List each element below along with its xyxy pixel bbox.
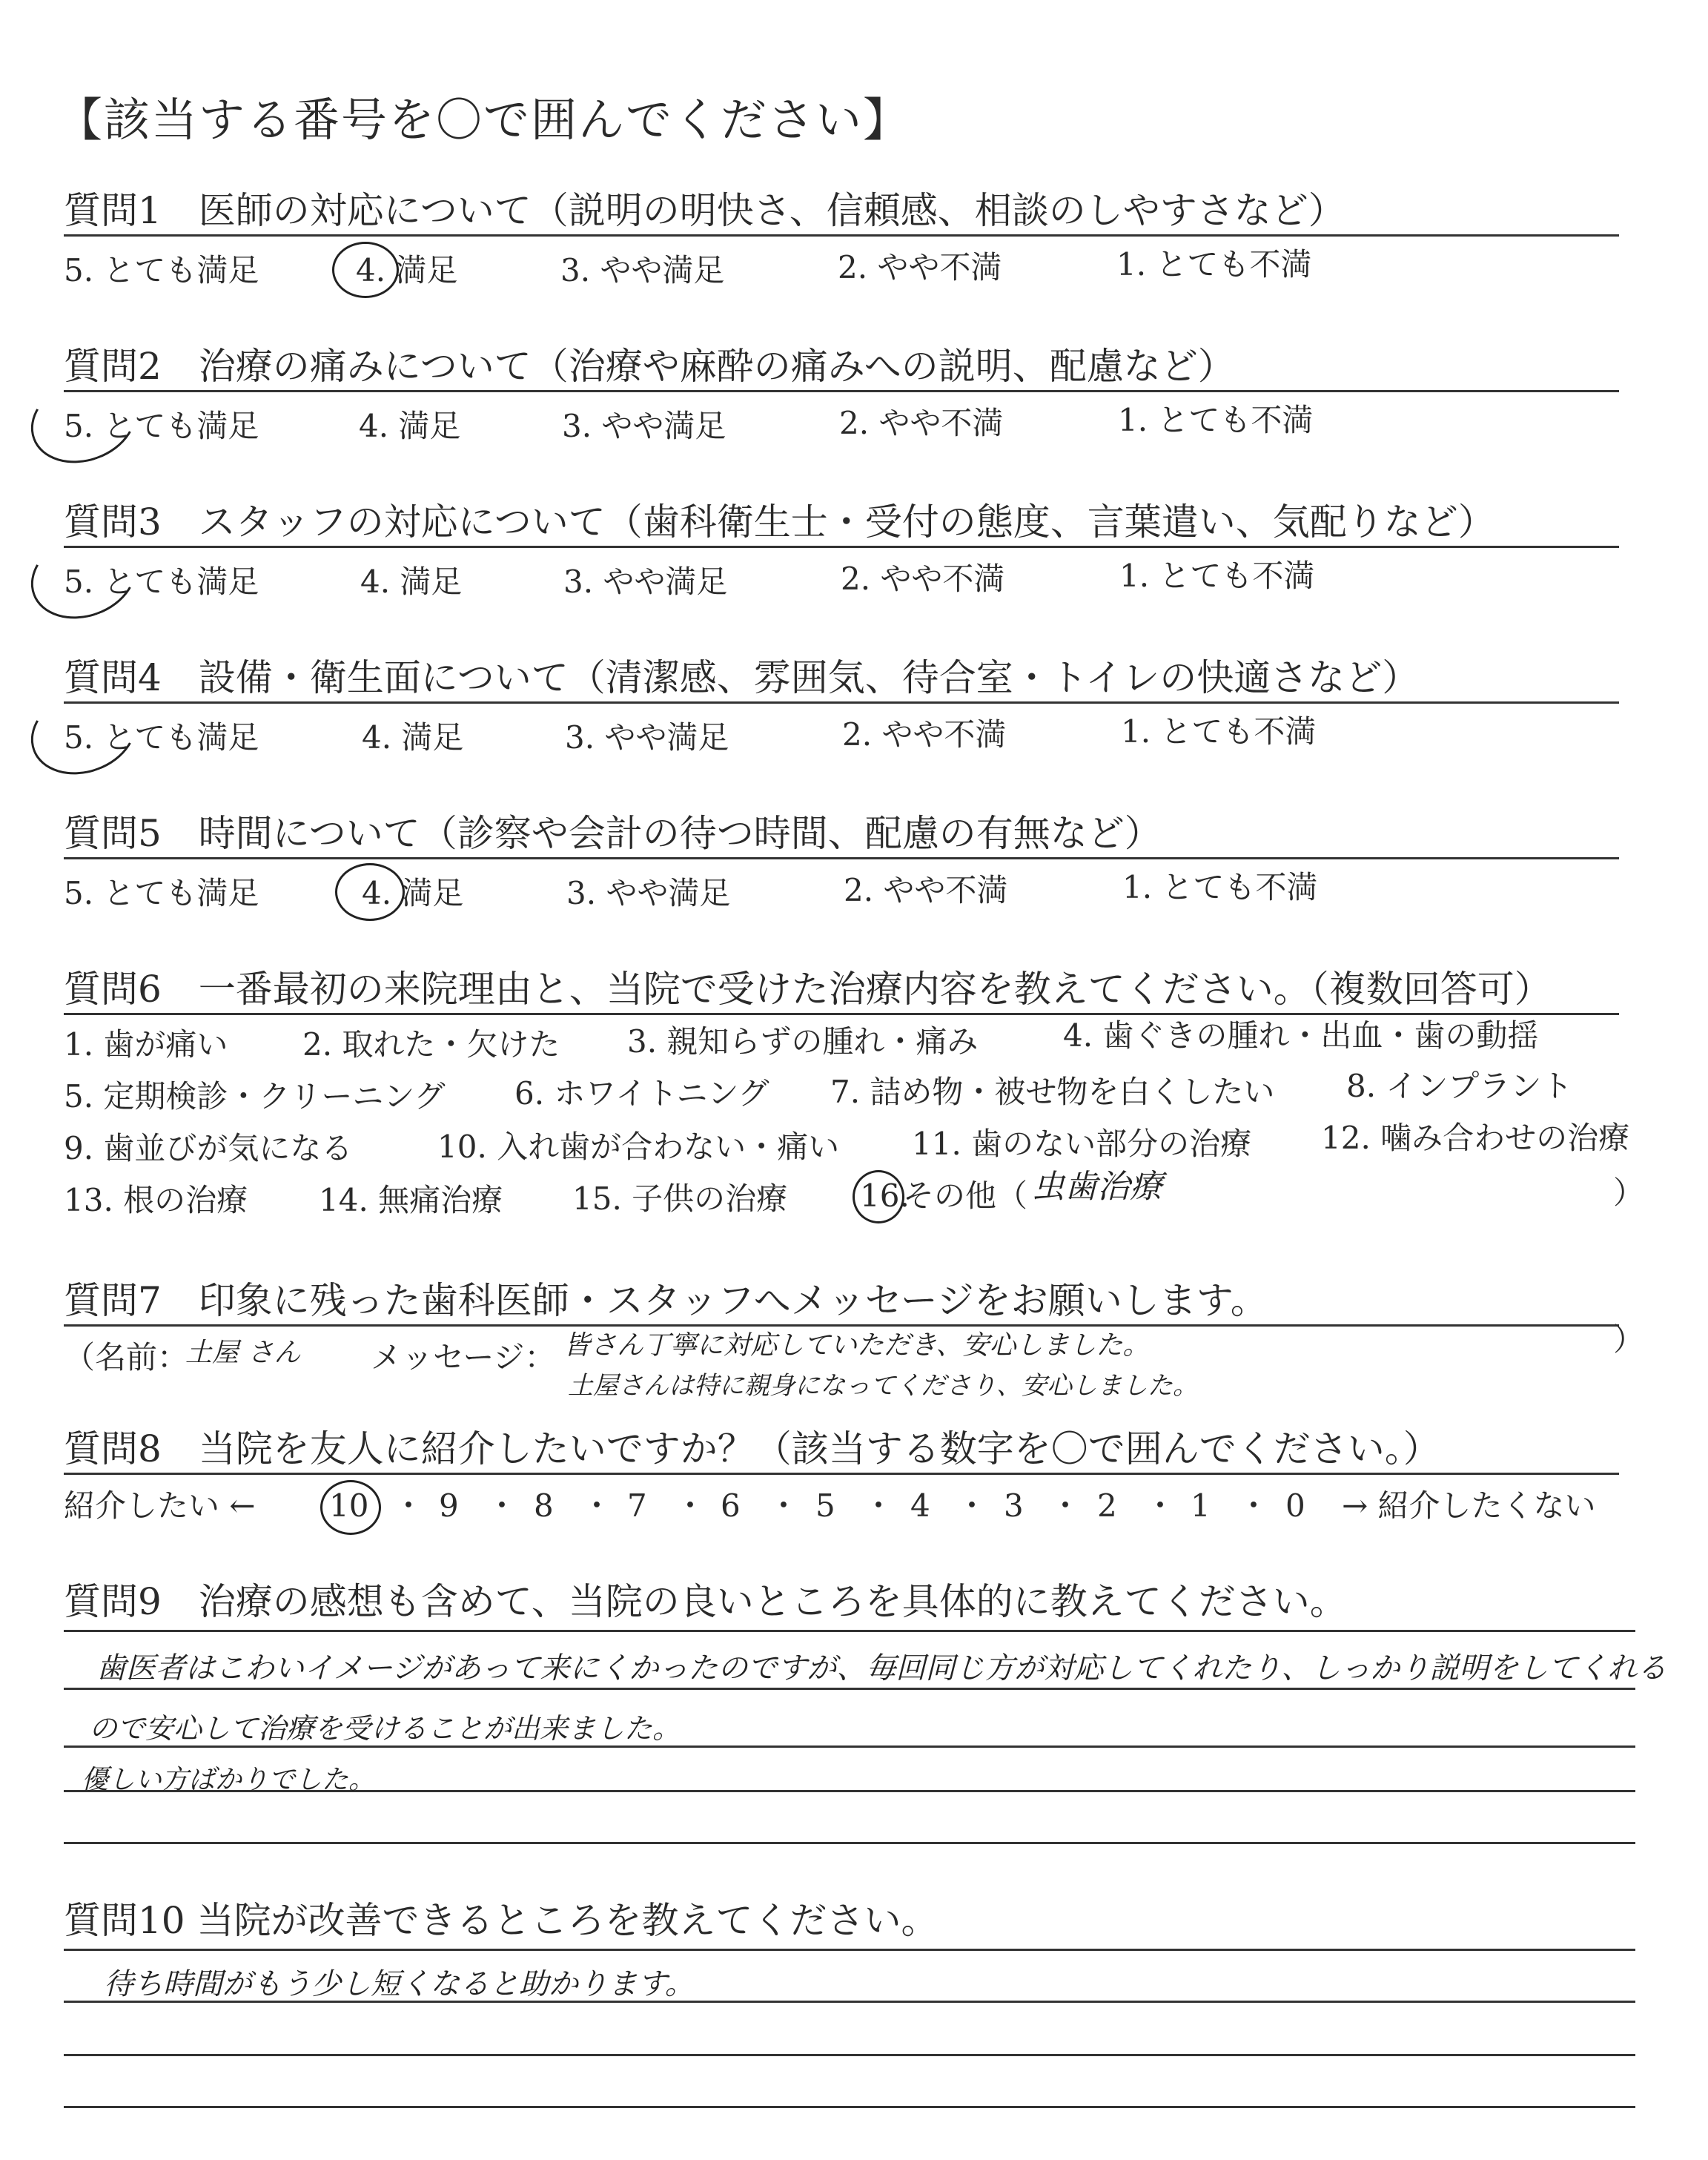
question-4-label: 質問4 設備・衛生面について（清潔感、雰囲気、待合室・トイレの快適さなど）	[64, 656, 1420, 699]
q8-separator: ・	[486, 1487, 518, 1524]
question-1-label: 質問1 医師の対応について（説明の明快さ、信頼感、相談のしやすさなど）	[64, 189, 1345, 232]
q6-option-9[interactable]: 9. 歯並びが気になる	[64, 1130, 353, 1166]
q8-score-3[interactable]: 3	[1004, 1487, 1024, 1524]
q1-option-1[interactable]: 1. とても不満	[1116, 246, 1312, 283]
q4-option-5[interactable]: 5. とても満足	[64, 719, 259, 756]
q8-score-6[interactable]: 6	[721, 1487, 741, 1524]
q8-score-7[interactable]: 7	[627, 1487, 647, 1524]
q6-selection-circle	[853, 1170, 904, 1223]
q8-score-8[interactable]: 8	[534, 1487, 554, 1524]
q6-option-15[interactable]: 15. 子供の治療	[572, 1180, 788, 1217]
question-3-label: 質問3 スタッフの対応について（歯科衛生士・受付の態度、言葉遣い、気配りなど）	[64, 501, 1495, 544]
q2-option-5[interactable]: 5. とても満足	[64, 408, 259, 444]
question-10-label: 質問10 当院が改善できるところを教えてください。	[64, 1899, 939, 1942]
q1-option-5[interactable]: 5. とても満足	[64, 252, 259, 288]
q4-option-2[interactable]: 2. やや不満	[842, 716, 1007, 753]
divider	[64, 546, 1619, 548]
q6-option-5[interactable]: 5. 定期検診・クリーニング	[64, 1078, 446, 1114]
q7-message-line-2[interactable]: 土屋さんは特に親身になってくださり、安心しました。	[568, 1371, 1198, 1401]
q6-option-6[interactable]: 6. ホワイトニング	[514, 1075, 769, 1112]
divider	[64, 701, 1619, 704]
divider	[64, 390, 1619, 392]
q8-separator: ・	[1050, 1487, 1082, 1524]
q8-separator: ・	[393, 1487, 425, 1524]
q8-separator: ・	[581, 1487, 613, 1524]
q6-option-10[interactable]: 10. 入れ歯が合わない・痛い	[437, 1129, 840, 1165]
q8-left-label: 紹介したい ←	[64, 1487, 256, 1524]
q6-option-11[interactable]: 11. 歯のない部分の治療	[912, 1126, 1252, 1162]
q8-separator: ・	[1145, 1487, 1176, 1524]
q3-option-1[interactable]: 1. とても不満	[1119, 558, 1315, 594]
divider	[64, 857, 1619, 859]
q4-option-3[interactable]: 3. やや満足	[565, 719, 729, 756]
q7-message-line-1[interactable]: 皆さん丁寧に対応していただき、安心しました。	[563, 1330, 1150, 1361]
q7-name-value[interactable]: 土屋 さん	[185, 1338, 301, 1368]
answer-line	[64, 1688, 1635, 1690]
q8-separator: ・	[675, 1487, 706, 1524]
q6-option-4[interactable]: 4. 歯ぐきの腫れ・出血・歯の動揺	[1063, 1017, 1539, 1054]
divider	[64, 1013, 1619, 1015]
divider	[64, 1473, 1619, 1475]
q6-option-7[interactable]: 7. 詰め物・被せ物を白くしたい	[830, 1074, 1275, 1110]
q5-selection-circle	[335, 863, 405, 921]
q8-separator: ・	[768, 1487, 800, 1524]
q8-score-10[interactable]: 10	[329, 1487, 369, 1524]
q5-option-4[interactable]: 4. 満足	[362, 875, 464, 911]
answer-line	[64, 2106, 1635, 2108]
answer-line	[64, 1842, 1635, 1844]
q2-option-4[interactable]: 4. 満足	[359, 408, 461, 444]
q6-option-14[interactable]: 14. 無痛治療	[319, 1182, 503, 1218]
q3-option-4[interactable]: 4. 満足	[360, 564, 463, 600]
q1-selection-circle	[332, 242, 399, 298]
q7-message-label: メッセージ：	[371, 1339, 556, 1375]
q6-other-text[interactable]: 虫歯治療	[1032, 1168, 1162, 1206]
q7-close: ）	[1613, 1321, 1645, 1358]
q2-option-2[interactable]: 2. やや不満	[839, 405, 1004, 441]
q8-separator: ・	[863, 1487, 895, 1524]
q1-option-2[interactable]: 2. やや不満	[838, 249, 1002, 285]
q10-answer-line-1[interactable]: 待ち時間がもう少し短くなると助かります。	[104, 1967, 695, 2001]
answer-line	[64, 2054, 1635, 2056]
q8-selection-circle	[320, 1480, 381, 1535]
q7-name-label: （名前：	[64, 1339, 189, 1375]
q4-option-1[interactable]: 1. とても不満	[1121, 713, 1317, 750]
question-2-label: 質問2 治療の痛みについて（治療や麻酔の痛みへの説明、配慮など）	[64, 345, 1235, 388]
q6-option-13[interactable]: 13. 根の治療	[64, 1182, 248, 1218]
q8-score-5[interactable]: 5	[815, 1487, 835, 1524]
q6-option-3[interactable]: 3. 親知らずの腫れ・痛み	[627, 1023, 979, 1060]
q3-option-2[interactable]: 2. やや不満	[841, 561, 1005, 597]
q9-answer-line-1[interactable]: 歯医者はこわいイメージがあって来にくかったのですが、毎回同じ方が対応してくれたり、しっかり説明をしてくれる	[96, 1651, 1667, 1685]
question-7-label: 質問7 印象に残った歯科医師・スタッフへメッセージをお願いします。	[64, 1279, 1268, 1322]
answer-line	[64, 1630, 1635, 1632]
q6-option-1[interactable]: 1. 歯が痛い	[64, 1026, 228, 1063]
q8-score-4[interactable]: 4	[910, 1487, 930, 1524]
q8-score-0[interactable]: 0	[1285, 1487, 1305, 1524]
q2-option-1[interactable]: 1. とても不満	[1118, 402, 1314, 438]
q9-answer-line-3[interactable]: 優しい方ばかりでした。	[82, 1765, 376, 1795]
q5-option-2[interactable]: 2. やや不満	[844, 872, 1008, 908]
q6-option-8[interactable]: 8. インプラント	[1346, 1068, 1573, 1104]
q8-score-2[interactable]: 2	[1097, 1487, 1117, 1524]
q5-option-5[interactable]: 5. とても満足	[64, 875, 259, 911]
q9-answer-line-2[interactable]: ので安心して治療を受けることが出来ました。	[89, 1712, 681, 1745]
q8-separator: ・	[1238, 1487, 1270, 1524]
question-9-label: 質問9 治療の感想も含めて、当院の良いところを具体的に教えてください。	[64, 1580, 1347, 1623]
q8-score-9[interactable]: 9	[439, 1487, 459, 1524]
q6-option-16[interactable]: 16.	[860, 1178, 910, 1214]
q2-option-3[interactable]: 3. やや満足	[562, 408, 726, 444]
q6-other-label: その他（	[903, 1178, 1028, 1214]
page-title: 【該当する番号を〇で囲んでください】	[56, 93, 911, 147]
q8-score-1[interactable]: 1	[1191, 1487, 1211, 1524]
q8-separator: ・	[956, 1487, 988, 1524]
question-5-label: 質問5 時間について（診察や会計の待つ時間、配慮の有無など）	[64, 812, 1162, 855]
q3-option-3[interactable]: 3. やや満足	[563, 564, 728, 600]
q5-option-3[interactable]: 3. やや満足	[566, 875, 731, 911]
q3-option-5[interactable]: 5. とても満足	[64, 564, 259, 600]
question-8-label: 質問8 当院を友人に紹介したいですか？（該当する数字を〇で囲んでください。）	[64, 1427, 1440, 1470]
q6-option-12[interactable]: 12. 噛み合わせの治療	[1321, 1120, 1630, 1156]
q4-option-4[interactable]: 4. 満足	[362, 719, 464, 756]
q1-option-3[interactable]: 3. やや満足	[560, 252, 725, 288]
q6-other-close: ）	[1613, 1175, 1645, 1211]
question-6-label: 質問6 一番最初の来院理由と、当院で受けた治療内容を教えてください。（複数回答可）	[64, 968, 1552, 1011]
divider	[64, 1324, 1619, 1327]
divider	[64, 234, 1619, 237]
q6-option-2[interactable]: 2. 取れた・欠けた	[302, 1026, 560, 1063]
q5-option-1[interactable]: 1. とても不満	[1122, 869, 1318, 905]
answer-line	[64, 1949, 1635, 1951]
q8-right-label: → 紹介したくない	[1342, 1487, 1596, 1524]
q1-option-4[interactable]: 4. 満足	[356, 252, 458, 288]
